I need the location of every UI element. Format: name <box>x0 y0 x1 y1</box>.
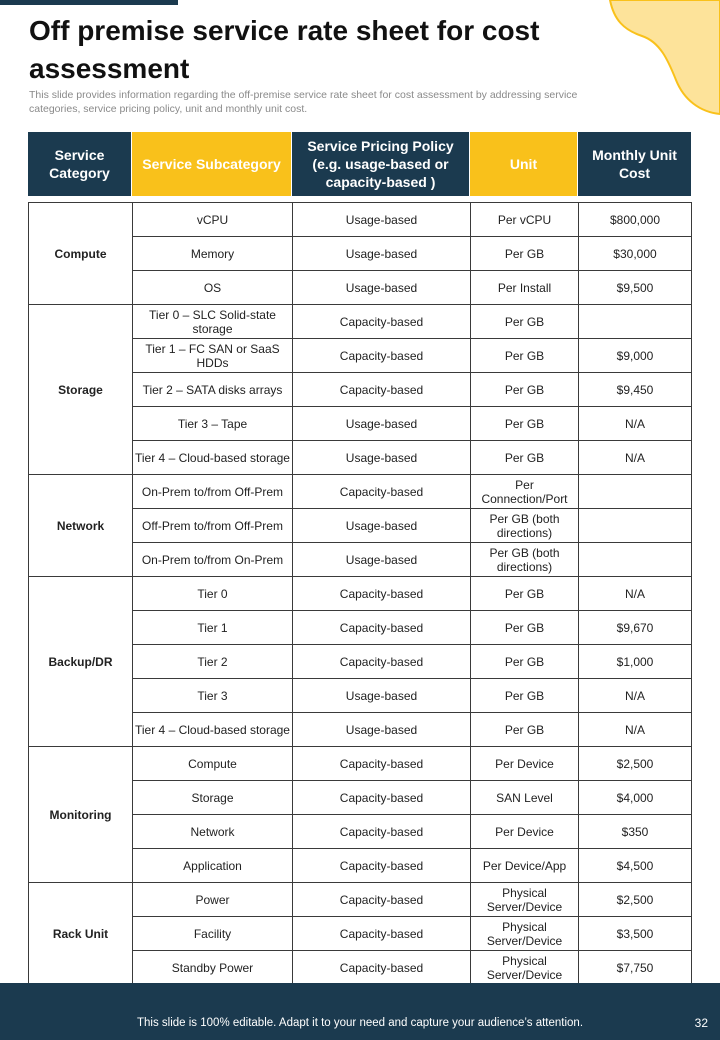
unit-cell: Physical Server/Device <box>471 951 579 985</box>
table-row <box>29 577 692 611</box>
unit-cell: Per GB (both directions) <box>471 509 579 543</box>
pricing-policy-cell: Capacity-based <box>293 475 471 509</box>
category-cell: Storage <box>29 305 133 475</box>
subcategory-cell: Tier 0 <box>133 577 293 611</box>
subcategory-cell: Tier 4 – Cloud-based storage <box>133 713 293 747</box>
monthly-cost-cell: $9,500 <box>579 271 692 305</box>
subcategory-cell: Off-Prem to/from Off-Prem <box>133 509 293 543</box>
subcategory-cell: Tier 0 – SLC Solid-state storage <box>133 305 293 339</box>
subcategory-cell: On-Prem to/from On-Prem <box>133 543 293 577</box>
monthly-cost-cell: $7,750 <box>579 951 692 985</box>
unit-cell: Per GB <box>471 305 579 339</box>
pricing-policy-cell: Usage-based <box>293 203 471 237</box>
subcategory-cell: Compute <box>133 747 293 781</box>
page-subtitle: This slide provides information regarding the off-premise service rate sheet for cost assessment by addressing service categories, service pricing policy, unit and monthly unit cost. <box>29 89 578 115</box>
pricing-policy-cell: Usage-based <box>293 407 471 441</box>
monthly-cost-cell: $1,000 <box>579 645 692 679</box>
monthly-cost-cell <box>579 475 692 509</box>
header-service-subcategory: Service Subcategory <box>132 132 292 196</box>
footer-bar <box>0 983 720 1040</box>
subcategory-cell: vCPU <box>133 203 293 237</box>
monthly-cost-cell <box>579 543 692 577</box>
pricing-policy-cell: Capacity-based <box>293 305 471 339</box>
top-accent-bar <box>0 0 178 5</box>
monthly-cost-cell: $9,450 <box>579 373 692 407</box>
subcategory-cell: Tier 4 – Cloud-based storage <box>133 441 293 475</box>
header-pricing-policy: Service Pricing Policy (e.g. usage-based or capacity-based ) <box>292 132 470 196</box>
subcategory-cell: On-Prem to/from Off-Prem <box>133 475 293 509</box>
table-row <box>29 747 692 781</box>
subcategory-cell: Standby Power <box>133 951 293 985</box>
unit-cell: Per GB (both directions) <box>471 543 579 577</box>
header-unit: Unit <box>470 132 578 196</box>
subcategory-cell: Application <box>133 849 293 883</box>
category-cell: Monitoring <box>29 747 133 883</box>
subcategory-cell: Facility <box>133 917 293 951</box>
subcategory-cell: Tier 1 – FC SAN or SaaS HDDs <box>133 339 293 373</box>
unit-cell: Per GB <box>471 373 579 407</box>
unit-cell: Per GB <box>471 713 579 747</box>
subcategory-cell: OS <box>133 271 293 305</box>
unit-cell: Physical Server/Device <box>471 917 579 951</box>
pricing-policy-cell: Usage-based <box>293 679 471 713</box>
pricing-policy-cell: Capacity-based <box>293 373 471 407</box>
subcategory-cell: Tier 3 – Tape <box>133 407 293 441</box>
monthly-cost-cell: $4,000 <box>579 781 692 815</box>
category-cell: Rack Unit <box>29 883 133 985</box>
category-cell: Network <box>29 475 133 577</box>
pricing-policy-cell: Usage-based <box>293 543 471 577</box>
pricing-policy-cell: Capacity-based <box>293 577 471 611</box>
unit-cell: Per GB <box>471 339 579 373</box>
header-monthly-unit-cost: Monthly Unit Cost <box>578 132 691 196</box>
unit-cell: Per GB <box>471 441 579 475</box>
monthly-cost-cell: $2,500 <box>579 747 692 781</box>
monthly-cost-cell <box>579 305 692 339</box>
page-title: Off premise service rate sheet for cost assessment <box>29 15 540 84</box>
monthly-cost-cell: N/A <box>579 441 692 475</box>
unit-cell: Per Install <box>471 271 579 305</box>
decorative-blob <box>580 0 720 120</box>
subcategory-cell: Tier 1 <box>133 611 293 645</box>
page-number: 32 <box>694 1016 708 1030</box>
category-cell: Backup/DR <box>29 577 133 747</box>
pricing-policy-cell: Capacity-based <box>293 747 471 781</box>
monthly-cost-cell <box>579 509 692 543</box>
table-header <box>28 132 691 196</box>
pricing-policy-cell: Capacity-based <box>293 917 471 951</box>
subcategory-cell: Storage <box>133 781 293 815</box>
monthly-cost-cell: $800,000 <box>579 203 692 237</box>
unit-cell: Per GB <box>471 645 579 679</box>
monthly-cost-cell: N/A <box>579 407 692 441</box>
unit-cell: Per GB <box>471 407 579 441</box>
unit-cell: Per GB <box>471 611 579 645</box>
subcategory-cell: Tier 2 – SATA disks arrays <box>133 373 293 407</box>
unit-cell: SAN Level <box>471 781 579 815</box>
monthly-cost-cell: $9,670 <box>579 611 692 645</box>
unit-cell: Per vCPU <box>471 203 579 237</box>
rate-table-body <box>29 203 692 985</box>
table-row <box>29 475 692 509</box>
pricing-policy-cell: Capacity-based <box>293 951 471 985</box>
unit-cell: Per Connection/Port <box>471 475 579 509</box>
monthly-cost-cell: $30,000 <box>579 237 692 271</box>
unit-cell: Per Device <box>471 747 579 781</box>
category-cell: Compute <box>29 203 133 305</box>
subcategory-cell: Tier 3 <box>133 679 293 713</box>
subcategory-cell: Network <box>133 815 293 849</box>
pricing-policy-cell: Capacity-based <box>293 849 471 883</box>
unit-cell: Per GB <box>471 679 579 713</box>
monthly-cost-cell: $4,500 <box>579 849 692 883</box>
monthly-cost-cell: $2,500 <box>579 883 692 917</box>
unit-cell: Per Device <box>471 815 579 849</box>
pricing-policy-cell: Capacity-based <box>293 611 471 645</box>
unit-cell: Physical Server/Device <box>471 883 579 917</box>
monthly-cost-cell: N/A <box>579 713 692 747</box>
pricing-policy-cell: Usage-based <box>293 509 471 543</box>
unit-cell: Per GB <box>471 577 579 611</box>
table-row <box>29 305 692 339</box>
subcategory-cell: Power <box>133 883 293 917</box>
monthly-cost-cell: N/A <box>579 577 692 611</box>
subcategory-cell: Tier 2 <box>133 645 293 679</box>
pricing-policy-cell: Capacity-based <box>293 339 471 373</box>
unit-cell: Per GB <box>471 237 579 271</box>
subcategory-cell: Memory <box>133 237 293 271</box>
pricing-policy-cell: Usage-based <box>293 713 471 747</box>
monthly-cost-cell: $350 <box>579 815 692 849</box>
pricing-policy-cell: Usage-based <box>293 237 471 271</box>
table-row <box>29 883 692 917</box>
monthly-cost-cell: N/A <box>579 679 692 713</box>
footer-text: This slide is 100% editable. Adapt it to your need and capture your audience’s attention. <box>136 1017 584 1029</box>
pricing-policy-cell: Capacity-based <box>293 883 471 917</box>
unit-cell: Per Device/App <box>471 849 579 883</box>
pricing-policy-cell: Usage-based <box>293 441 471 475</box>
table-row <box>29 203 692 237</box>
pricing-policy-cell: Capacity-based <box>293 645 471 679</box>
monthly-cost-cell: $9,000 <box>579 339 692 373</box>
pricing-policy-cell: Usage-based <box>293 271 471 305</box>
header-service-category: Service Category <box>28 132 132 196</box>
pricing-policy-cell: Capacity-based <box>293 815 471 849</box>
rate-table <box>28 202 692 985</box>
pricing-policy-cell: Capacity-based <box>293 781 471 815</box>
monthly-cost-cell: $3,500 <box>579 917 692 951</box>
